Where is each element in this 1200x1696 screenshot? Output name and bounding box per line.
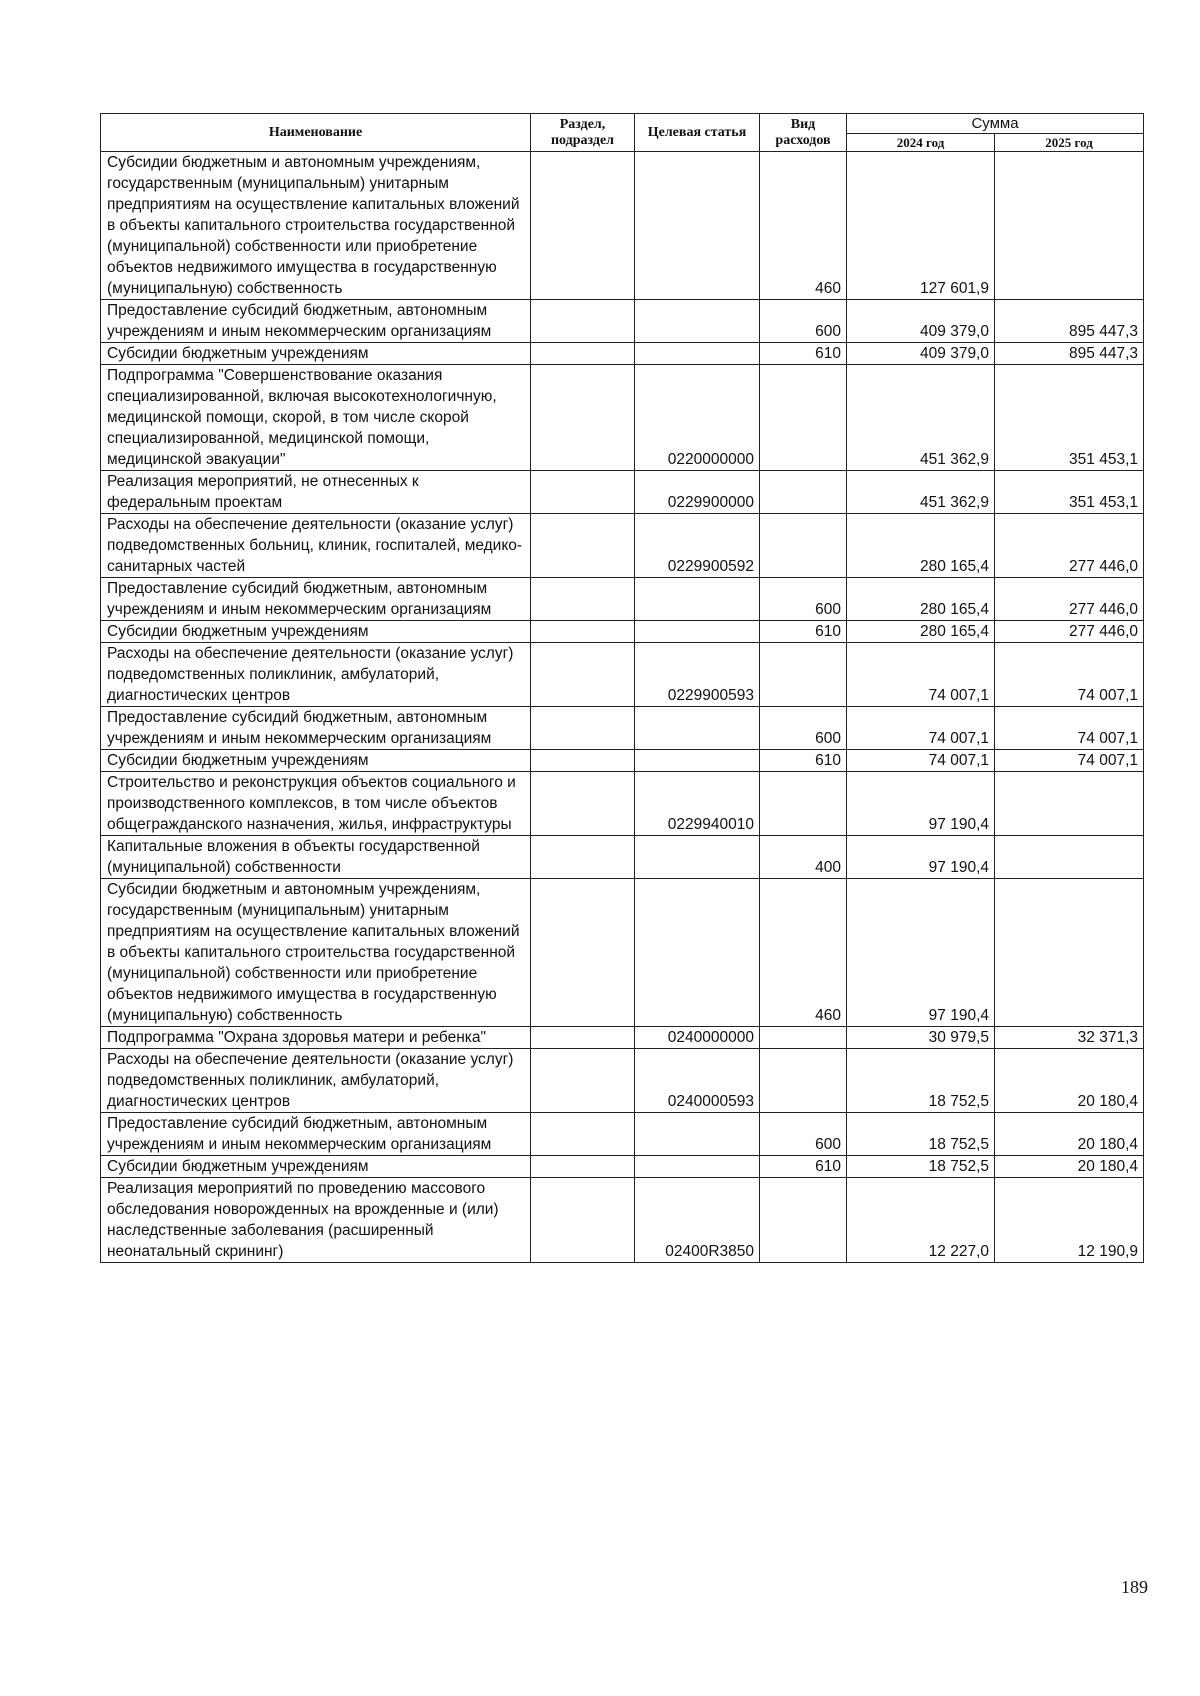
cell-kind: 610 [760,343,847,365]
cell-sum-2024: 451 362,9 [847,365,995,471]
header-name: Наименование [101,114,531,152]
cell-kind: 600 [760,707,847,750]
header-kind: Вид расходов [760,114,847,152]
table-row [101,471,1144,514]
cell-name: Субсидии бюджетным и автономным учреждениям, государственным (муниципальным) унитарным предприятиям на осуществление капитальных вложений в объекты капитального строительства государственной (муниципальной) собственности или приобретение объектов недвижимого имущества в государственную (муниципальную) собственность [101,879,531,1027]
cell-kind: 600 [760,578,847,621]
cell-section [531,365,635,471]
cell-kind: 600 [760,300,847,343]
table-row [101,621,1144,643]
cell-name: Предоставление субсидий бюджетным, автономным учреждениям и иным некоммерческим организациям [101,578,531,621]
cell-target [635,578,760,621]
cell-kind: 610 [760,750,847,772]
cell-sum-2024: 97 190,4 [847,836,995,879]
cell-sum-2025: 74 007,1 [995,750,1144,772]
cell-target [635,1156,760,1178]
table-row [101,707,1144,750]
table-row [101,750,1144,772]
cell-sum-2025 [995,879,1144,1027]
table-row [101,578,1144,621]
cell-section [531,1178,635,1263]
cell-section [531,772,635,836]
cell-name: Субсидии бюджетным учреждениям [101,750,531,772]
header-section: Раздел, подраздел [531,114,635,152]
cell-sum-2025: 20 180,4 [995,1113,1144,1156]
cell-sum-2025: 74 007,1 [995,643,1144,707]
cell-section [531,1049,635,1113]
cell-kind [760,1178,847,1263]
cell-kind [760,365,847,471]
cell-target: 0240000000 [635,1027,760,1049]
cell-sum-2024: 451 362,9 [847,471,995,514]
table-row [101,343,1144,365]
cell-target [635,152,760,300]
cell-section [531,514,635,578]
cell-target [635,750,760,772]
budget-table [100,113,1144,1263]
cell-sum-2025: 277 446,0 [995,578,1144,621]
cell-name: Расходы на обеспечение деятельности (оказание услуг) подведомственных поликлиник, амбулаторий, диагностических центров [101,643,531,707]
table-row [101,772,1144,836]
cell-sum-2025: 351 453,1 [995,471,1144,514]
cell-sum-2025: 895 447,3 [995,300,1144,343]
page-number: 189 [1121,1577,1148,1597]
cell-target [635,707,760,750]
cell-name: Расходы на обеспечение деятельности (оказание услуг) подведомственных больниц, клиник, госпиталей, медико-санитарных частей [101,514,531,578]
cell-sum-2024: 280 165,4 [847,621,995,643]
cell-sum-2024: 97 190,4 [847,879,995,1027]
table-row [101,836,1144,879]
header-target: Целевая статья [635,114,760,152]
cell-sum-2025: 20 180,4 [995,1156,1144,1178]
cell-section [531,300,635,343]
cell-kind: 610 [760,1156,847,1178]
cell-sum-2025 [995,152,1144,300]
cell-section [531,471,635,514]
cell-name: Предоставление субсидий бюджетным, автономным учреждениям и иным некоммерческим организациям [101,707,531,750]
cell-sum-2025: 277 446,0 [995,514,1144,578]
cell-name: Субсидии бюджетным учреждениям [101,1156,531,1178]
cell-target: 0229900593 [635,643,760,707]
cell-kind: 460 [760,879,847,1027]
cell-section [531,152,635,300]
cell-sum-2025: 12 190,9 [995,1178,1144,1263]
header-sum: Сумма [847,114,1144,134]
cell-kind: 460 [760,152,847,300]
cell-section [531,578,635,621]
cell-sum-2024: 280 165,4 [847,514,995,578]
table-body [101,152,1144,1263]
table-row [101,1178,1144,1263]
table-row [101,300,1144,343]
cell-sum-2024: 127 601,9 [847,152,995,300]
table-row [101,1156,1144,1178]
header-year-2024: 2024 год [847,134,995,152]
cell-target: 02400R3850 [635,1178,760,1263]
cell-kind [760,514,847,578]
cell-sum-2024: 409 379,0 [847,343,995,365]
cell-sum-2024: 74 007,1 [847,750,995,772]
cell-target: 0229900000 [635,471,760,514]
cell-target [635,879,760,1027]
cell-target: 0240000593 [635,1049,760,1113]
cell-sum-2024: 280 165,4 [847,578,995,621]
cell-section [531,1113,635,1156]
cell-target [635,1113,760,1156]
cell-sum-2025: 20 180,4 [995,1049,1144,1113]
cell-name: Субсидии бюджетным учреждениям [101,621,531,643]
cell-kind: 400 [760,836,847,879]
table-row [101,879,1144,1027]
table-row [101,514,1144,578]
cell-sum-2025: 895 447,3 [995,343,1144,365]
cell-name: Расходы на обеспечение деятельности (оказание услуг) подведомственных поликлиник, амбулаторий, диагностических центров [101,1049,531,1113]
cell-name: Субсидии бюджетным учреждениям [101,343,531,365]
cell-name: Строительство и реконструкция объектов социального и производственного комплексов, в том числе объектов общегражданского назначения, жилья, инфраструктуры [101,772,531,836]
cell-sum-2024: 409 379,0 [847,300,995,343]
cell-kind [760,772,847,836]
table-row [101,365,1144,471]
budget-table-container [100,113,1144,1263]
cell-section [531,643,635,707]
cell-name: Предоставление субсидий бюджетным, автономным учреждениям и иным некоммерческим организациям [101,300,531,343]
cell-section [531,621,635,643]
cell-section [531,879,635,1027]
cell-section [531,836,635,879]
cell-name: Капитальные вложения в объекты государственной (муниципальной) собственности [101,836,531,879]
cell-sum-2024: 74 007,1 [847,643,995,707]
table-row [101,643,1144,707]
cell-sum-2025: 32 371,3 [995,1027,1144,1049]
cell-target: 0229940010 [635,772,760,836]
cell-name: Субсидии бюджетным и автономным учреждениям, государственным (муниципальным) унитарным предприятиям на осуществление капитальных вложений в объекты капитального строительства государственной (муниципальной) собственности или приобретение объектов недвижимого имущества в государственную (муниципальную) собственность [101,152,531,300]
cell-target [635,343,760,365]
cell-section [531,750,635,772]
cell-section [531,707,635,750]
cell-sum-2025: 277 446,0 [995,621,1144,643]
cell-kind [760,1027,847,1049]
cell-name: Подпрограмма "Охрана здоровья матери и ребенка" [101,1027,531,1049]
cell-name: Реализация мероприятий, не отнесенных к федеральным проектам [101,471,531,514]
cell-kind: 610 [760,621,847,643]
cell-sum-2024: 30 979,5 [847,1027,995,1049]
header-year-2025: 2025 год [995,134,1144,152]
table-row [101,152,1144,300]
table-row [101,1027,1144,1049]
cell-sum-2024: 97 190,4 [847,772,995,836]
cell-name: Предоставление субсидий бюджетным, автономным учреждениям и иным некоммерческим организациям [101,1113,531,1156]
table-row [101,1049,1144,1113]
cell-sum-2024: 12 227,0 [847,1178,995,1263]
cell-kind [760,643,847,707]
cell-name: Реализация мероприятий по проведению массового обследования новорожденных на врожденные и (или) наследственные заболевания (расширенный неонатальный скрининг) [101,1178,531,1263]
cell-kind [760,1049,847,1113]
cell-target [635,300,760,343]
cell-section [531,1156,635,1178]
cell-kind [760,471,847,514]
cell-target [635,621,760,643]
table-header [101,114,1144,152]
cell-section [531,343,635,365]
cell-sum-2024: 18 752,5 [847,1156,995,1178]
cell-sum-2025 [995,836,1144,879]
cell-name: Подпрограмма "Совершенствование оказания специализированной, включая высокотехнологичную, медицинской помощи, скорой, в том числе скорой специализированной, медицинской помощи, медицинской эвакуации" [101,365,531,471]
cell-sum-2024: 74 007,1 [847,707,995,750]
cell-sum-2024: 18 752,5 [847,1113,995,1156]
cell-target: 0220000000 [635,365,760,471]
cell-target: 0229900592 [635,514,760,578]
cell-sum-2025: 74 007,1 [995,707,1144,750]
cell-sum-2025: 351 453,1 [995,365,1144,471]
cell-section [531,1027,635,1049]
cell-sum-2024: 18 752,5 [847,1049,995,1113]
cell-target [635,836,760,879]
table-row [101,1113,1144,1156]
cell-sum-2025 [995,772,1144,836]
cell-kind: 600 [760,1113,847,1156]
